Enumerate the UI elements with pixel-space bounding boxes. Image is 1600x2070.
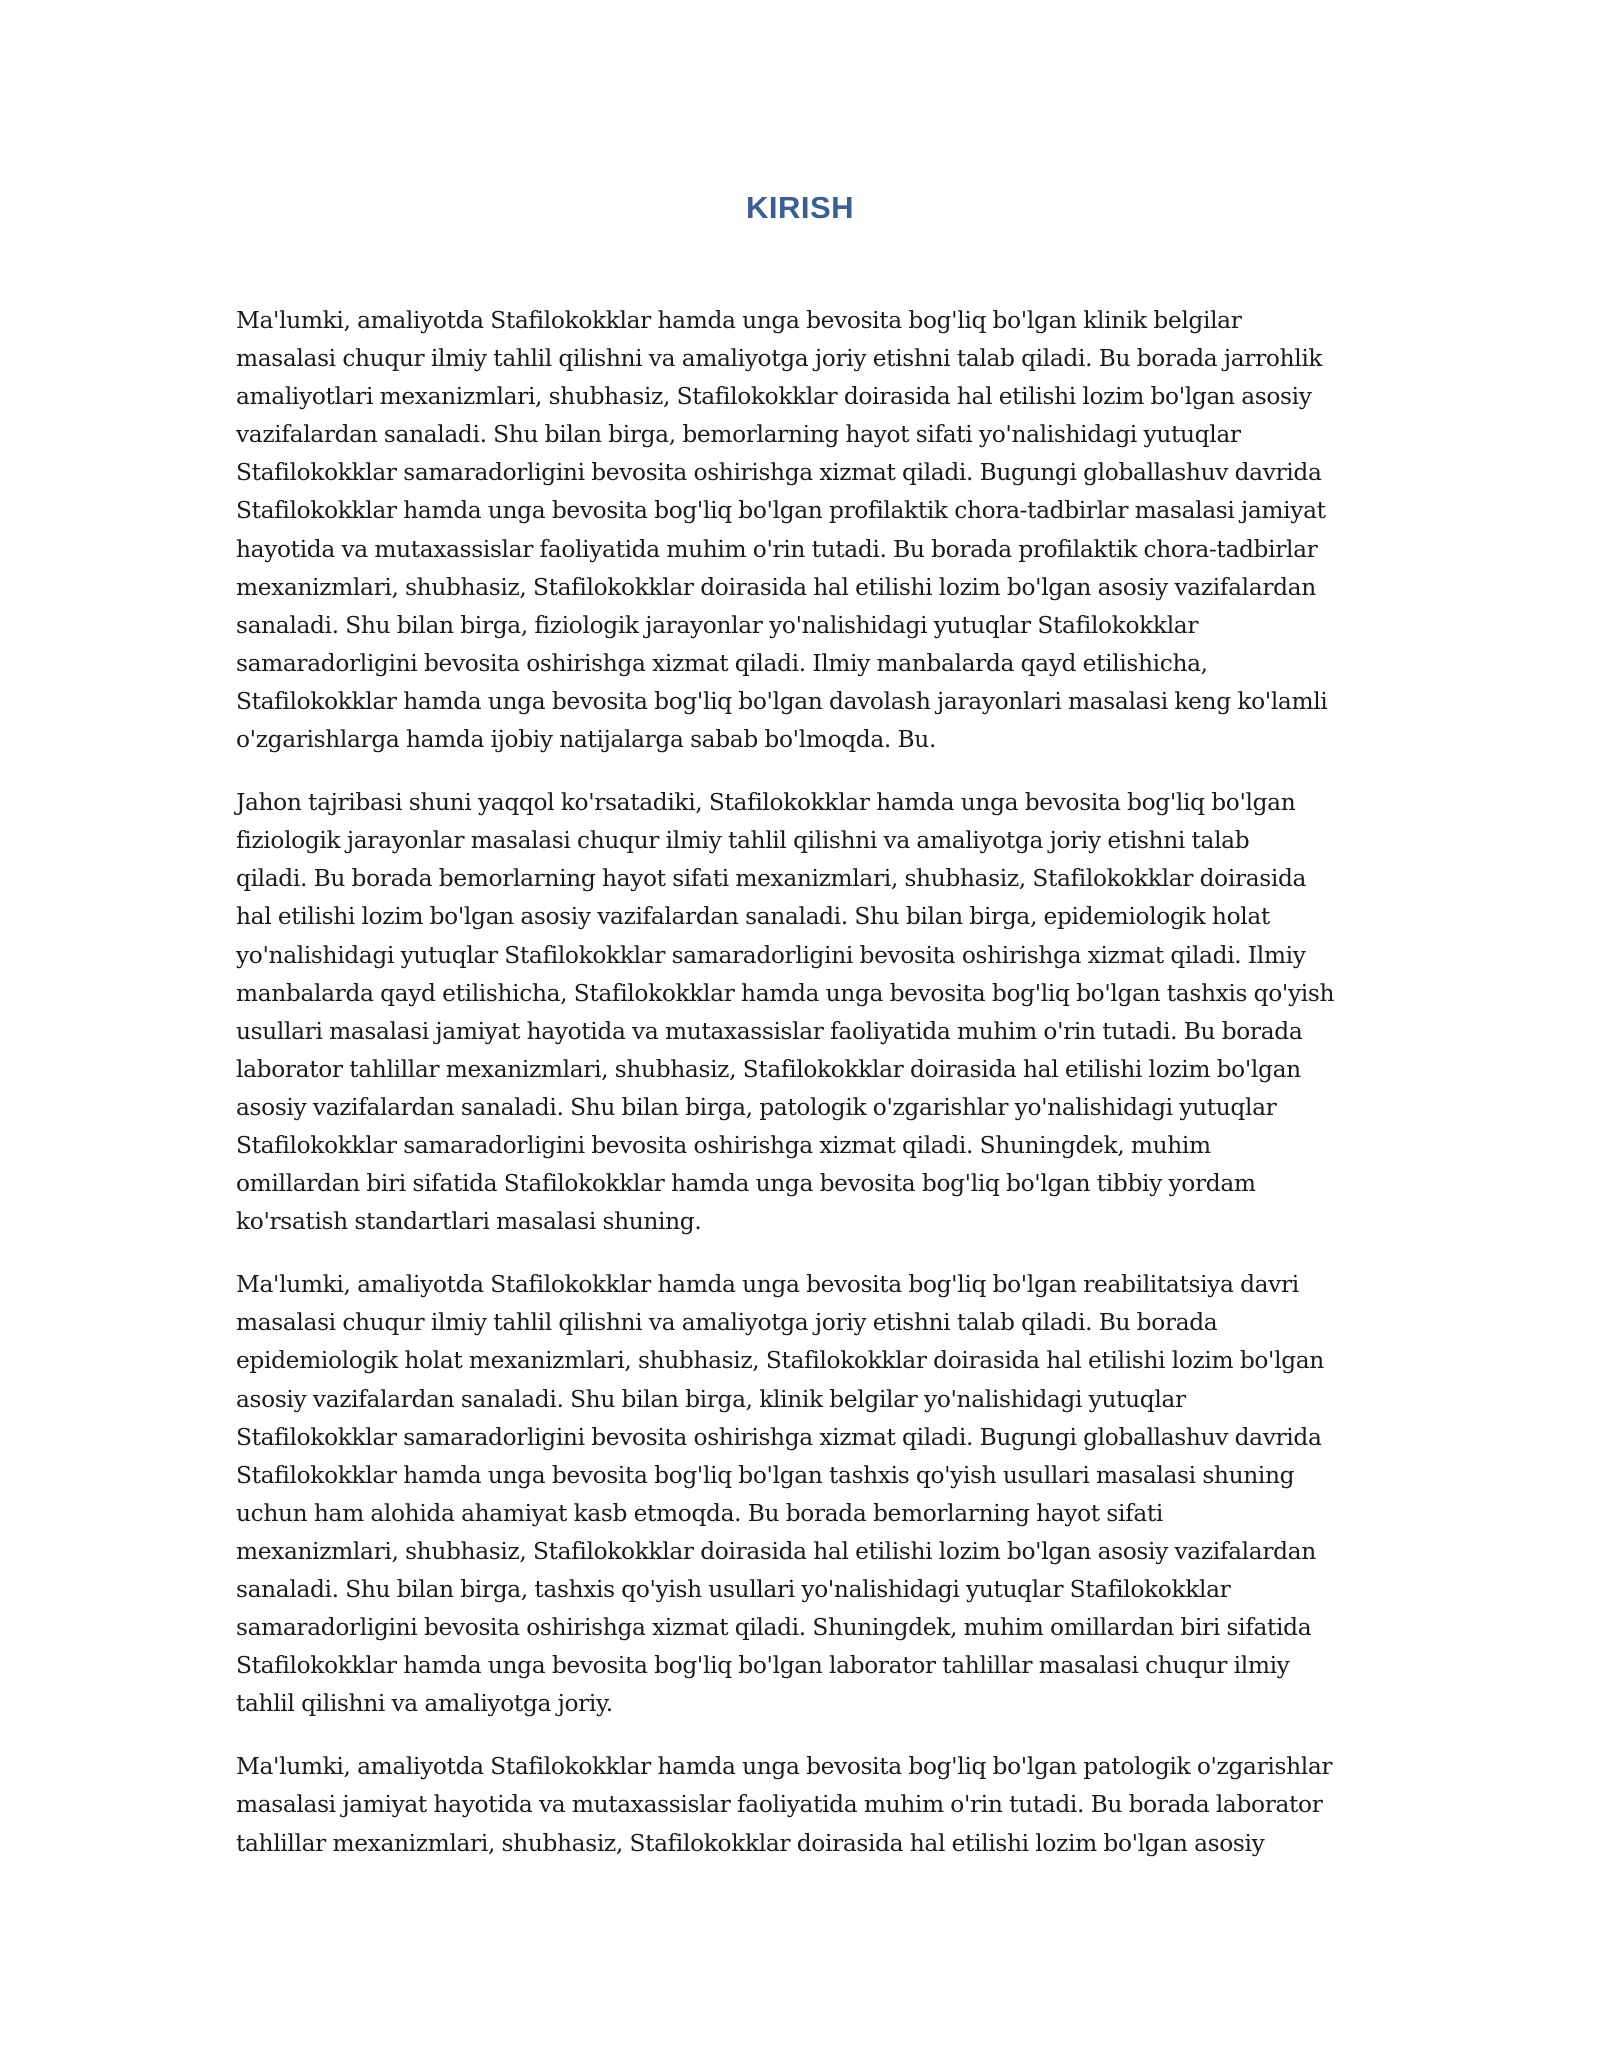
text-line: o'zgarishlarga hamda ijobiy natijalarga sabab bo'lmoqda. Bu. [236,726,937,754]
paragraph-1 [236,302,1376,759]
text-line: mexanizmlari, shubhasiz, Stafilokokklar doirasida hal etilishi lozim bo'lgan asosiy vazifalardan [236,573,1316,601]
paragraph-2 [236,784,1376,1241]
text-line: uchun ham alohida ahamiyat kasb etmoqda. Bu borada bemorlarning hayot sifati [236,1499,1163,1527]
text-line: samaradorligini bevosita oshirishga xizmat qiladi. Ilmiy manbalarda qayd etilishicha, [236,649,1208,677]
text-line: epidemiologik holat mexanizmlari, shubhasiz, Stafilokokklar doirasida hal etilishi lozim bo'lgan [236,1347,1324,1375]
text-line: tahlil qilishni va amaliyotga joriy. [236,1690,613,1718]
text-line: mexanizmlari, shubhasiz, Stafilokokklar doirasida hal etilishi lozim bo'lgan asosiy vazifalardan [236,1537,1316,1565]
paragraph-4 [236,1748,1376,1862]
text-line: masalasi chuqur ilmiy tahlil qilishni va amaliyotga joriy etishni talab qiladi. Bu borada jarrohlik [236,345,1323,373]
text-line: Stafilokokklar samaradorligini bevosita oshirishga xizmat qiladi. Bugungi globallashuv davrida [236,1423,1322,1451]
text-line: Stafilokokklar hamda unga bevosita bog'liq bo'lgan davolash jarayonlari masalasi keng ko'lamli [236,687,1328,715]
text-line: Ma'lumki, amaliyotda Stafilokokklar hamda unga bevosita bog'liq bo'lgan klinik belgilar [236,307,1242,334]
text-line: masalasi jamiyat hayotida va mutaxassislar faoliyatida muhim o'rin tutadi. Bu borada laborator [236,1791,1323,1819]
text-line: Stafilokokklar hamda unga bevosita bog'liq bo'lgan tashxis qo'yish usullari masalasi shuning [236,1461,1295,1489]
text-line: ko'rsatish standartlari masalasi shuning. [236,1208,702,1236]
text-line: asosiy vazifalardan sanaladi. Shu bilan birga, klinik belgilar yo'nalishidagi yutuqlar [236,1385,1186,1413]
paragraph-3 [236,1266,1376,1723]
text-line: Stafilokokklar hamda unga bevosita bog'liq bo'lgan laborator tahlillar masalasi chuqur ilmiy [236,1652,1290,1680]
text-line: hayotida va mutaxassislar faoliyatida muhim o'rin tutadi. Bu borada profilaktik chora-tadbirlar [236,535,1318,563]
text-line: manbalarda qayd etilishicha, Stafilokokklar hamda unga bevosita bog'liq bo'lgan tashxis qo'yish [236,979,1335,1007]
text-line: qiladi. Bu borada bemorlarning hayot sifati mexanizmlari, shubhasiz, Stafilokokklar doirasida [236,865,1307,893]
text-line: samaradorligini bevosita oshirishga xizmat qiladi. Shuningdek, muhim omillardan biri sifatida [236,1614,1312,1642]
text-line: sanaladi. Shu bilan birga, tashxis qo'yish usullari yo'nalishidagi yutuqlar Stafilokokklar [236,1576,1231,1603]
text-line: omillardan biri sifatida Stafilokokklar hamda unga bevosita bog'liq bo'lgan tibbiy yordam [236,1170,1256,1198]
text-line: laborator tahlillar mexanizmlari, shubhasiz, Stafilokokklar doirasida hal etilishi lozim bo'lgan [236,1055,1301,1083]
text-line: usullari masalasi jamiyat hayotida va mutaxassislar faoliyatida muhim o'rin tutadi. Bu borada [236,1017,1303,1045]
text-line: asosiy vazifalardan sanaladi. Shu bilan birga, patologik o'zgarishlar yo'nalishidagi yutuqlar [236,1093,1277,1121]
text-line: yo'nalishidagi yutuqlar Stafilokokklar samaradorligini bevosita oshirishga xizmat qiladi. Ilmiy [236,941,1306,969]
text-line: tahlillar mexanizmlari, shubhasiz, Stafilokokklar doirasida hal etilishi lozim bo'lgan asosiy [236,1829,1265,1857]
text-line: fiziologik jarayonlar masalasi chuqur ilmiy tahlil qilishni va amaliyotga joriy etishni talab [236,827,1250,855]
text-line: sanaladi. Shu bilan birga, fiziologik jarayonlar yo'nalishidagi yutuqlar Stafilokokklar [236,611,1199,639]
text-line: amaliyotlari mexanizmlari, shubhasiz, Stafilokokklar doirasida hal etilishi lozim bo'lgan asosiy [236,383,1312,411]
body-text [236,302,1376,1888]
text-line: Jahon tajribasi shuni yaqqol ko'rsatadiki, Stafilokokklar hamda unga bevosita bog'liq bo'lgan [236,789,1296,817]
text-line: Stafilokokklar samaradorligini bevosita oshirishga xizmat qiladi. Bugungi globallashuv davrida [236,459,1322,487]
text-line: Ma'lumki, amaliyotda Stafilokokklar hamda unga bevosita bog'liq bo'lgan reabilitatsiya davri [236,1271,1299,1299]
text-line: hal etilishi lozim bo'lgan asosiy vazifalardan sanaladi. Shu bilan birga, epidemiologik holat [236,903,1270,931]
text-line: Stafilokokklar samaradorligini bevosita oshirishga xizmat qiladi. Shuningdek, muhim [236,1131,1211,1159]
text-line: Stafilokokklar hamda unga bevosita bog'liq bo'lgan profilaktik chora-tadbirlar masalasi jamiyat [236,497,1326,525]
text-line: Ma'lumki, amaliyotda Stafilokokklar hamda unga bevosita bog'liq bo'lgan patologik o'zgarishlar [236,1753,1333,1781]
page-title: KIRISH [745,190,855,225]
text-line: masalasi chuqur ilmiy tahlil qilishni va amaliyotga joriy etishni talab qiladi. Bu borada [236,1309,1218,1337]
text-line: vazifalardan sanaladi. Shu bilan birga, bemorlarning hayot sifati yo'nalishidagi yutuqlar [236,421,1241,449]
